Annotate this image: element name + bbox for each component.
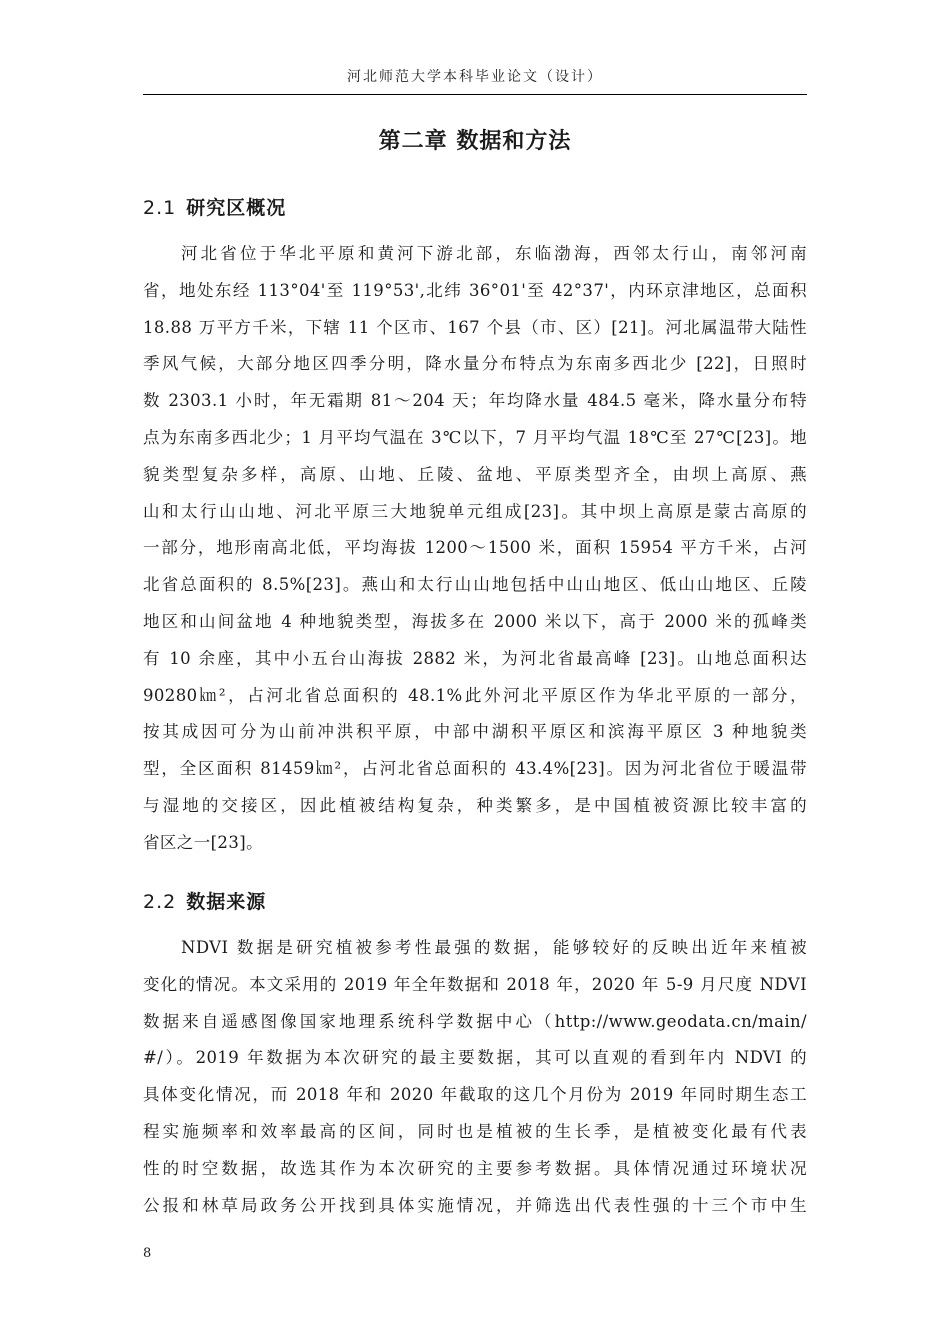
text-line: 河北省位于华北平原和黄河下游北部，东临渤海，西邻太行山，南邻河南 <box>181 244 807 263</box>
paragraph-study-area <box>143 236 807 862</box>
text-line: 貌类型复杂多样，高原、山地、丘陵、盆地、平原类型齐全，由坝上高原、燕 <box>143 464 807 484</box>
text-line: 与湿地的交接区，因此植被结构复杂，种类繁多，是中国植被资源比较丰富的 <box>143 795 807 815</box>
running-header: 河北师范大学本科毕业论文（设计） <box>347 69 603 85</box>
section-heading-study-area <box>143 193 286 220</box>
text-line: NDVI 数据是研究植被参考性最强的数据，能够较好的反映出近年来植被 <box>181 938 807 957</box>
text-line: 省区之一[23]。 <box>143 832 263 852</box>
text-line: 具体变化情况，而 2018 年和 2020 年截取的这几个月份为 2019 年同时期生态工 <box>143 1085 807 1105</box>
text-line: 点为东南多西北少；1 月平均气温在 3℃以下，7 月平均气温 18℃至 27℃[23]。地 <box>143 427 807 447</box>
text-line: 数据来自遥感图像国家地理系统科学数据中心（http://www.geodata.cn/main/ <box>143 1011 807 1031</box>
text-line: 按其成因可分为山前冲洪积平原，中部中湖积平原区和滨海平原区 3 种地貌类 <box>143 722 807 742</box>
text-line: 性的时空数据，故选其作为本次研究的主要参考数据。具体情况通过环境状况 <box>143 1158 807 1178</box>
section-heading-data-source <box>143 887 266 914</box>
page-number: 8 <box>143 1246 152 1261</box>
section-title: 数据来源 <box>186 891 267 913</box>
text-line: 变化的情况。本文采用的 2019 年全年数据和 2018 年，2020 年 5-9 月尺度 NDVI <box>143 974 807 994</box>
text-line: 数 2303.1 小时，年无霜期 81～204 天；年均降水量 484.5 毫米，降水量分布特 <box>143 391 807 411</box>
text-line: #/）。2019 年数据为本次研究的最主要数据，其可以直观的看到年内 NDVI 的 <box>143 1048 807 1068</box>
section-number: 2.1 <box>143 197 177 219</box>
text-line: 地区和山间盆地 4 种地貌类型，海拔多在 2000 米以下，高于 2000 米的孤峰类 <box>143 611 807 631</box>
text-line: 18.88 万平方千米，下辖 11 个区市、167 个县（市、区）[21]。河北属温带大陆性 <box>143 317 807 337</box>
text-line: 季风气候，大部分地区四季分明，降水量分布特点为东南多西北少 [22]，日照时 <box>143 354 807 374</box>
text-line: 省，地处东经 113°04'至 119°53',北纬 36°01'至 42°37'，内环京津地区，总面积 <box>143 280 807 300</box>
section-number: 2.2 <box>143 891 177 913</box>
text-line: 程实施频率和效率最高的区间，同时也是植被的生长季，是植被变化最有代表 <box>143 1121 807 1141</box>
header-rule <box>143 94 807 95</box>
text-line: 北省总面积的 8.5%[23]。燕山和太行山山地包括中山山地区、低山山地区、丘陵 <box>143 575 807 595</box>
text-line: 公报和林草局政务公开找到具体实施情况，并筛选出代表性强的十三个市中生 <box>143 1195 807 1215</box>
text-line: 90280㎞²，占河北省总面积的 48.1%此外河北平原区作为华北平原的一部分， <box>143 685 807 705</box>
text-line: 有 10 余座，其中小五台山海拔 2882 米，为河北省最高峰 [23]。山地总面积达 <box>143 648 807 668</box>
text-line: 山和太行山山地、河北平原三大地貌单元组成[23]。其中坝上高原是蒙古高原的 <box>143 501 807 521</box>
text-line: 型，全区面积 81459㎞²，占河北省总面积的 43.4%[23]。因为河北省位于暖温带 <box>143 759 807 779</box>
section-title: 研究区概况 <box>186 197 287 219</box>
chapter-title: 第二章 数据和方法 <box>378 129 572 154</box>
text-line: 一部分，地形南高北低，平均海拔 1200～1500 米，面积 15954 平方千米，占河 <box>143 538 807 558</box>
paragraph-data-source <box>143 930 807 1224</box>
